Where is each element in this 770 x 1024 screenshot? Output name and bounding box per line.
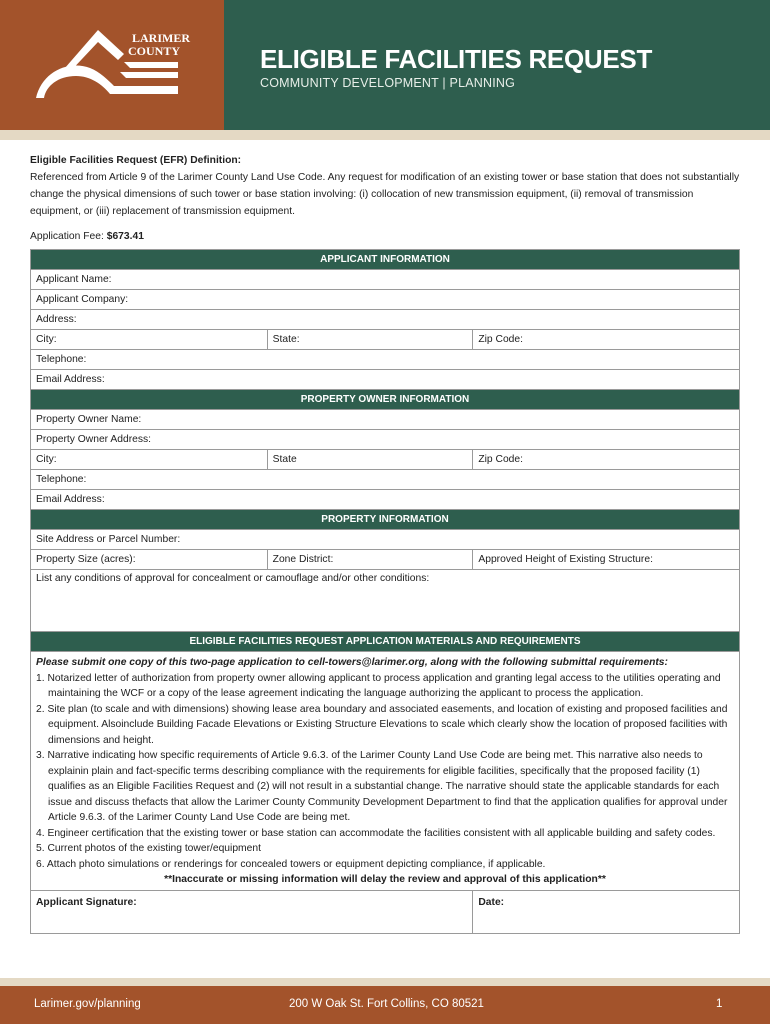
requirement-item: 6. Attach photo simulations or renderings for concealed towers or equipment depicting compliance, if applicable. [36, 858, 546, 870]
property-site-field[interactable]: Site Address or Parcel Number: [31, 530, 740, 550]
footer-address: 200 W Oak St. Fort Collins, CO 80521 [289, 998, 484, 1010]
applicant-email-field[interactable]: Email Address: [31, 370, 740, 390]
applicant-signature-field[interactable]: Applicant Signature: [31, 890, 473, 933]
owner-zip-field[interactable]: Zip Code: [473, 450, 740, 470]
definition-body: Referenced from Article 9 of the Larimer County Land Use Code. Any request for modification of an existing tower or base station that does not substantially change the physical dimensions of such tower or base station involving: (i) collocation of new transmission equipment, (ii) removal of transmission equipment, or (iii) replacement of transmission equipment. [30, 172, 740, 217]
owner-section-heading: PROPERTY OWNER INFORMATION [31, 390, 740, 410]
page-number: 1 [716, 998, 723, 1010]
larimer-county-logo [28, 24, 198, 110]
requirement-item: 4. Engineer certification that the existing tower or base station can accommodate the facilities consistent with all applicable building and safety codes. [36, 827, 716, 839]
footer-divider [0, 978, 770, 986]
requirement-item: 3. Narrative indicating how specific requirements of Article 9.6.3. of the Larimer County Land Use Code are being met. This narrative also needs to explainin plain and fact-specific terms describing compliance with the requirements for eligible facilities, specifically that the proposed facility (1) qualifies as an Eligible Facilities Request and (2) will not result in a substantial change. The narrative should state the applicable standards for each issue and discuss thefacts that allow the Larimer County Community Development Department to find that the application qualifies for approval under Article 9.6.3. of the Larimer County Land Use Code are being met. [36, 750, 728, 823]
applicant-telephone-field[interactable]: Telephone: [31, 350, 740, 370]
fee-label: Application Fee: [30, 231, 104, 242]
page-subtitle: COMMUNITY DEVELOPMENT | PLANNING [260, 76, 516, 90]
structure-height-field[interactable]: Approved Height of Existing Structure: [473, 550, 740, 570]
owner-email-field[interactable]: Email Address: [31, 490, 740, 510]
owner-telephone-field[interactable]: Telephone: [31, 470, 740, 490]
conditions-field[interactable]: List any conditions of approval for concealment or camouflage and/or other conditions: [31, 570, 740, 632]
header-logo-panel [0, 0, 224, 130]
owner-name-field[interactable]: Property Owner Name: [31, 410, 740, 430]
efr-definition [30, 152, 742, 220]
logo-text-county: COUNTY [128, 44, 181, 58]
applicant-name-field[interactable]: Applicant Name: [31, 270, 740, 290]
requirements-section-heading: ELIGIBLE FACILITIES REQUEST APPLICATION MATERIALS AND REQUIREMENTS [31, 632, 740, 652]
page-header [0, 0, 770, 130]
applicant-section-heading: APPLICANT INFORMATION [31, 250, 740, 270]
owner-state-field[interactable]: State [267, 450, 473, 470]
header-divider [0, 130, 770, 140]
property-size-field[interactable]: Property Size (acres): [31, 550, 268, 570]
property-section-heading: PROPERTY INFORMATION [31, 510, 740, 530]
application-form [30, 249, 740, 934]
requirement-item: 1. Notarized letter of authorization from property owner allowing applicant to process application and granting legal access to the utilities operating and maintaining the WCF or a copy of the lease agreement indicating the language authorizing the applicant to process the application. [36, 672, 721, 699]
signature-date-field[interactable]: Date: [473, 890, 740, 933]
applicant-zip-field[interactable]: Zip Code: [473, 330, 740, 350]
logo-text-larimer: LARIMER [132, 31, 191, 45]
requirement-item: 2. Site plan (to scale and with dimensions) showing lease area boundary and associated easements, and location of existing and proposed facilities and equipment. Alsoinclude Building Facade Elevations or Existing Structure Elevations to scale which clearly show the location of proposed facilities with dimensions and height. [36, 703, 728, 746]
requirements-list [31, 652, 740, 891]
owner-city-field[interactable]: City: [31, 450, 268, 470]
requirements-intro: Please submit one copy of this two-page application to cell-towers@larimer.org, along with the following submittal requirements: [36, 657, 668, 668]
page-title: ELIGIBLE FACILITIES REQUEST [260, 44, 653, 74]
requirements-warning: **Inaccurate or missing information will delay the review and approval of this application** [164, 874, 606, 885]
applicant-address-field[interactable]: Address: [31, 310, 740, 330]
application-fee [30, 231, 144, 242]
definition-heading: Eligible Facilities Request (EFR) Definition: [30, 155, 242, 166]
footer-website-link[interactable]: Larimer.gov/planning [34, 998, 141, 1010]
owner-address-field[interactable]: Property Owner Address: [31, 430, 740, 450]
applicant-company-field[interactable]: Applicant Company: [31, 290, 740, 310]
applicant-state-field[interactable]: State: [267, 330, 473, 350]
zone-district-field[interactable]: Zone District: [267, 550, 473, 570]
requirement-item: 5. Current photos of the existing tower/equipment [36, 843, 261, 854]
applicant-city-field[interactable]: City: [31, 330, 268, 350]
fee-amount: $673.41 [106, 231, 144, 242]
